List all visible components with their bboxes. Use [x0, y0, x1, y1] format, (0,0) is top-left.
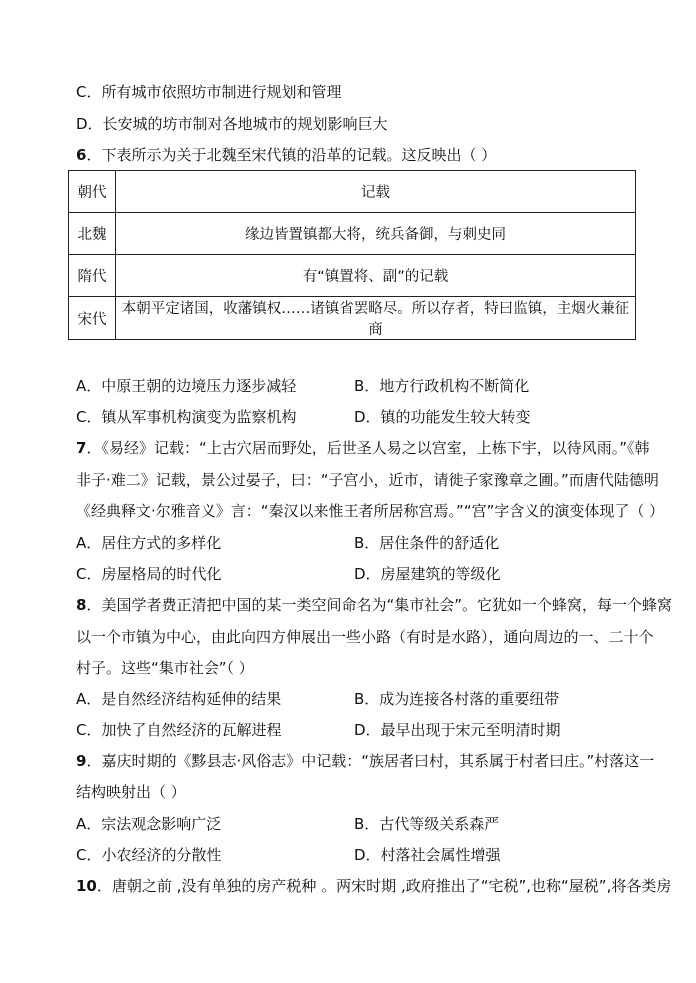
table-cell-dynasty: 宋代: [69, 297, 116, 340]
q9-stem-line: 结构映射出（ ）: [76, 783, 186, 801]
q9-option-d: D．村落社会属性增强: [354, 846, 501, 864]
q9-option-c: C．小农经济的分散性: [76, 846, 222, 864]
q6-option-c: C．镇从军事机构演变为监察机构: [76, 408, 297, 426]
q7-stem-line: 《经典释文·尔雅音义》言：“秦汉以来惟王者所居称宫焉。”“宫”字含义的演变体现了（ ）: [76, 502, 665, 520]
header-dynasty: 朝代: [69, 171, 116, 213]
q8-option-d: D．最早出现于宋元至明清时期: [354, 721, 561, 739]
question-number: 6: [76, 146, 87, 164]
question-number: 8: [76, 596, 87, 614]
q6-option-d: D．镇的功能发生较大转变: [354, 408, 531, 426]
q6-stem: [76, 145, 496, 165]
q6-table: [68, 170, 636, 340]
q10-stem-text: ．唐朝之前 ,没有单独的房产税种 。两宋时期 ,政府推出了“宅税”,也称“屋税”,将各类房: [96, 877, 672, 895]
table-cell-record: 缘边皆置镇都大将，统兵备御，与刺史同: [116, 213, 636, 255]
q7-option-a: A．居住方式的多样化: [76, 534, 222, 552]
q8-stem-text: ．美国学者费正清把中国的某一类空间命名为“集市社会”。它犹如一个蜂窝，每一个蜂窝: [86, 596, 672, 614]
table-row: [69, 255, 636, 297]
q9-stem-line: [76, 751, 654, 771]
q6-option-b: B．地方行政机构不断简化: [354, 377, 530, 395]
q10-stem-line: [76, 876, 671, 896]
q5-option-d: D．长安城的坊市制对各地城市的规划影响巨大: [76, 115, 388, 133]
q9-option-a: A．宗法观念影响广泛: [76, 815, 222, 833]
q9-option-b: B．古代等级关系森严: [354, 815, 500, 833]
table-cell-record: 有“镇置将、副”的记载: [116, 255, 636, 297]
question-number: 10: [76, 877, 97, 895]
table-cell-dynasty: 隋代: [69, 255, 116, 297]
q5-option-c: C．所有城市依照坊市制进行规划和管理: [76, 83, 342, 101]
q8-stem-line: 村子。这些“集市社会”（ ）: [76, 659, 254, 677]
q7-option-d: D．房屋建筑的等级化: [354, 565, 501, 583]
q7-stem-line: [76, 438, 649, 458]
q7-stem-text: ．《易经》记载：“上古穴居而野处，后世圣人易之以宫室，上栋下宇，以待风雨。”《韩: [86, 439, 650, 457]
q7-option-b: B．居住条件的舒适化: [354, 534, 500, 552]
table-cell-dynasty: 北魏: [69, 213, 116, 255]
q8-option-c: C．加快了自然经济的瓦解进程: [76, 721, 282, 739]
table-row: [69, 213, 636, 255]
q8-stem-line: 以一个市镇为中心，由此向四方伸展出一些小路（有时是水路），通向周边的一、二十个: [76, 628, 654, 646]
question-number: 9: [76, 752, 87, 770]
q8-option-b: B．成为连接各村落的重要纽带: [354, 690, 560, 708]
q8-stem-line: [76, 595, 672, 615]
table-cell-record: 本朝平定诸国，收藩镇权……诸镇省罢略尽。所以存者，特曰监镇，主烟火兼征商: [116, 297, 636, 340]
q7-option-c: C．房屋格局的时代化: [76, 565, 222, 583]
question-number: 7: [76, 439, 87, 457]
header-record: 记载: [116, 171, 636, 213]
table-header-row: [69, 171, 636, 213]
q7-stem-line: 非子·难二》记载，景公过晏子，曰：“子宫小，近市，请徙子家豫章之圃。”而唐代陆德明: [76, 471, 659, 489]
q6-option-a: A．中原王朝的边境压力逐步减轻: [76, 377, 297, 395]
table-row: [69, 297, 636, 340]
q6-stem-text: ．下表所示为关于北魏至宋代镇的沿革的记载。这反映出（ ）: [86, 146, 497, 164]
q8-option-a: A．是自然经济结构延伸的结果: [76, 690, 282, 708]
q9-stem-text: ．嘉庆时期的《黟县志·风俗志》中记载：“族居者曰村，其系属于村者曰庄。”村落这一: [86, 752, 655, 770]
